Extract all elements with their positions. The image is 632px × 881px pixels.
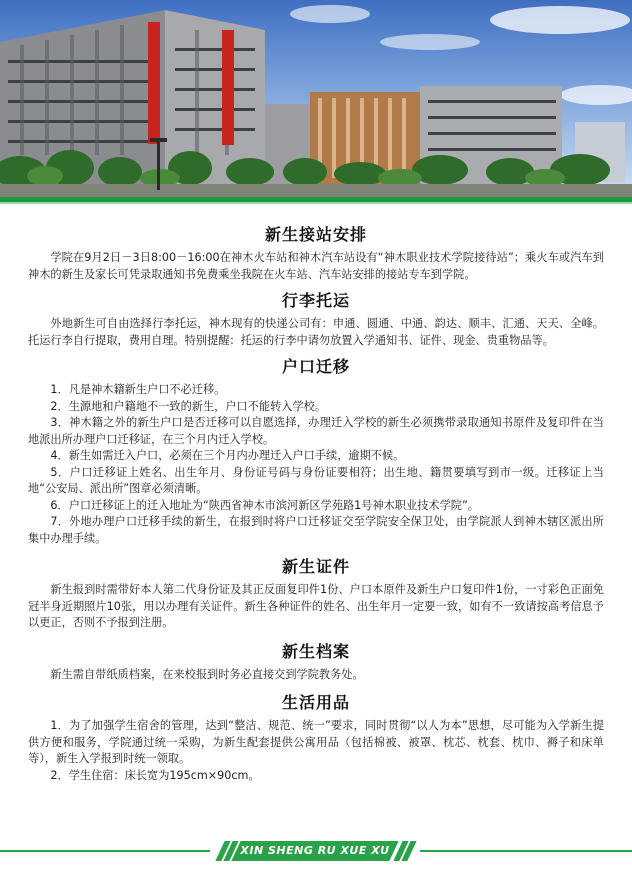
- section-paragraph: 新生需自带纸质档案，在来校报到时务必直接交到学院教务处。: [50, 667, 364, 681]
- section-title: 新生证件: [281, 557, 350, 576]
- campus-header-image: [0, 0, 632, 197]
- section-title: 生活用品: [281, 693, 350, 712]
- campus-illustration: [0, 0, 632, 197]
- list-item: 2．生源地和户籍地不一致的新生，户口不能转入学校。: [50, 399, 327, 413]
- list-item: 6．户口迁移证上的迁入地址为“陕西省神木市滨河新区学苑路1号神木职业技术学院”。: [50, 498, 479, 512]
- section-luggage: [0, 290, 632, 349]
- list-item: 4．新生如需迁入户口，必须在三个月内办理迁入户口手续，逾期不候。: [50, 449, 405, 462]
- section-pickup: [0, 224, 632, 283]
- footer-line-right: [420, 850, 632, 852]
- footer-slogan: XIN SHENG RU XUE XU ZHI: [240, 844, 390, 877]
- list-item: 7．外地办理户口迁移手续的新生，在报到时将户口迁移证交至学院安全保卫处，由学院派人到神木辖区派出所集中办理手续。: [28, 515, 604, 545]
- section-title: 户口迁移: [281, 357, 350, 376]
- section-paragraph: 外地新生可自由选择行李托运，神木现有的快递公司有：申通、圆通、中通、韵达、顺丰、汇通、天天、全峰。托运行李自行提取，费用自理。特别提醒：托运的行李中请勿放置入学通知书、证件、现金、贵重物品等。: [28, 317, 604, 347]
- section-title: 新生接站安排: [264, 225, 367, 244]
- section-daily-supplies: [0, 692, 632, 784]
- section-archives: [0, 641, 632, 684]
- section-paragraph: 学院在9月2日－3日8:00－16:00在神木火车站和神木汽车站设有“神木职业技术学院接待站”；乘火车或汽车到神木的新生及家长可凭录取通知书免费乘坐我院在火车站、汽车站安排的接站专车到学院。: [28, 251, 604, 281]
- section-paragraph: 新生报到时需带好本人第二代身份证及其正反面复印件1份、户口本原件及新生户口复印件1份，一寸彩色正面免冠半身近期照片10张，用以办理有关证件。新生各种证件的姓名、出生年月一定要一致，如有不一致请按高考信息予以更正，否则不予报到注册。: [28, 583, 604, 629]
- list-item: 1．凡是神木籍新生户口不必迁移。: [50, 383, 226, 396]
- notice-content: [0, 210, 632, 784]
- list-item: 5．户口迁移证上姓名、出生年月、身份证号码与身份证要相符；出生地、籍贯要填写到市一级。迁移证上当地“公安局、派出所”图章必须清晰。: [28, 465, 604, 495]
- list-item: 1．为了加强学生宿舍的管理，达到“整洁、规范、统一”要求，同时贯彻“以人为本”思想，尽可能为入学新生提供方便和服务，学院通过统一采购，为新生配套提供公寓用品（包括棉被、被罩、枕芯、枕套、枕巾、褥子和床单等），新生入学报到时统一领取。: [28, 719, 604, 765]
- section-documents: [0, 556, 632, 632]
- list-item: 2．学生住宿：床长宽为195cm×90cm。: [50, 768, 260, 782]
- section-household-registration: [0, 356, 632, 547]
- header-divider-light: [0, 202, 632, 204]
- section-title: 新生档案: [281, 641, 350, 661]
- section-title: 行李托运: [281, 291, 350, 310]
- list-item: 3．神木籍之外的新生户口是否迁移可以自愿选择，办理迁入学校的新生必须携带录取通知书原件及复印件在当地派出所办理户口迁移证，在三个月内迁入学校。: [28, 416, 604, 446]
- footer-banner: [0, 838, 632, 877]
- footer-line-left: [0, 850, 210, 852]
